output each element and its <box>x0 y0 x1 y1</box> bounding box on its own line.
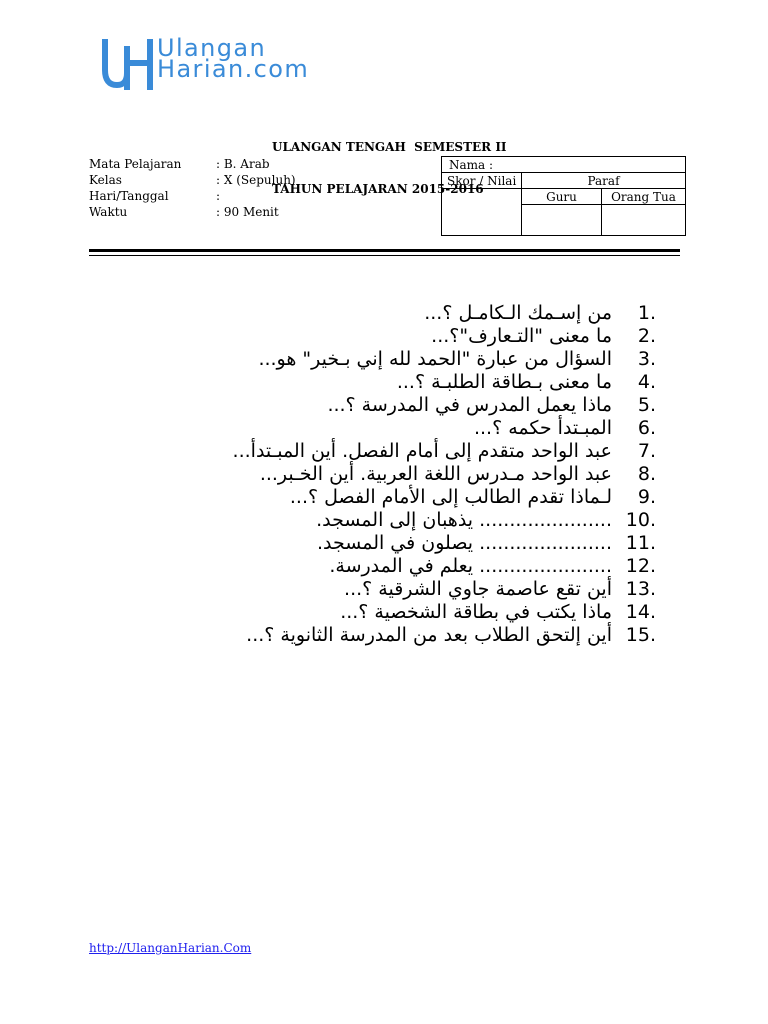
question-number: 11. <box>625 532 656 554</box>
question-item <box>96 578 656 601</box>
question-number: 1. <box>637 302 656 324</box>
score-box <box>441 156 686 236</box>
question-number: 4. <box>637 371 656 393</box>
question-number: 7. <box>637 440 656 462</box>
question-item <box>96 624 656 647</box>
header-divider-thin <box>89 255 680 256</box>
question-text: ...................... يعلم في المدرسة. <box>329 555 612 577</box>
exam-title-line: ULANGAN TENGAH SEMESTER II <box>272 140 507 154</box>
question-number: 8. <box>637 463 656 485</box>
question-number: 15. <box>625 624 656 646</box>
header-divider-thick <box>89 249 680 252</box>
question-item <box>96 325 656 348</box>
exam-year-line: TAHUN PELAJARAN 2015-2016 <box>272 182 484 196</box>
question-text: ماذا يكتب في بطاقة الشخصية ؟... <box>340 601 612 623</box>
orang-tua-label: Orang Tua <box>602 189 686 205</box>
question-text: لـماذا تقدم الطالب إلى الأمام الفصل ؟... <box>289 486 612 508</box>
question-text: ماذا يعمل المدرس في المدرسة ؟... <box>327 394 612 416</box>
question-item <box>96 371 656 394</box>
question-text: ما معنى بـطاقة الطلبـة ؟... <box>396 371 612 393</box>
info-label: Mata Pelajaran <box>89 157 182 171</box>
info-value: : 90 Menit <box>216 205 279 219</box>
exam-info <box>89 156 296 220</box>
question-item <box>96 486 656 509</box>
question-number: 13. <box>625 578 656 600</box>
question-item <box>96 394 656 417</box>
info-row-class <box>89 172 296 188</box>
question-text: من إسـمك الـكامـل ؟... <box>424 302 612 324</box>
question-item <box>96 555 656 578</box>
question-list <box>96 302 656 647</box>
orang-tua-signature-cell <box>602 205 686 236</box>
info-value: : B. Arab <box>216 157 270 171</box>
guru-label: Guru <box>522 189 602 205</box>
logo-line-2: Harian.com <box>157 55 310 83</box>
question-number: 6. <box>637 417 656 439</box>
info-row-date <box>89 188 296 204</box>
question-text: ...................... يذهبان إلى المسجد. <box>316 509 612 531</box>
uh-logo-icon <box>100 36 156 92</box>
score-value-cell <box>442 189 522 236</box>
info-label: Hari/Tanggal <box>89 189 169 203</box>
question-number: 2. <box>637 325 656 347</box>
info-value: : X (Sepuluh) <box>216 173 296 187</box>
score-label: Skor / Nilai <box>442 173 522 189</box>
info-label: Waktu <box>89 205 128 219</box>
question-text: أين تقع عاصمة جاوي الشرقية ؟... <box>344 578 612 600</box>
info-row-duration <box>89 204 296 220</box>
guru-signature-cell <box>522 205 602 236</box>
name-label: Nama : <box>449 157 494 172</box>
logo-line-1: Ulangan <box>157 34 267 62</box>
question-text: عبد الواحد مـدرس اللغة العربية. أين الخـبر... <box>259 463 612 485</box>
question-text: ما معنى "التـعارف"؟... <box>431 325 612 347</box>
footer-link[interactable]: http://UlanganHarian.Com <box>89 941 252 955</box>
name-cell <box>442 157 686 173</box>
question-number: 12. <box>625 555 656 577</box>
question-number: 5. <box>637 394 656 416</box>
question-item <box>96 440 656 463</box>
question-number: 3. <box>637 348 656 370</box>
question-number: 9. <box>637 486 656 508</box>
info-value: : <box>216 189 221 203</box>
question-item <box>96 532 656 555</box>
question-item <box>96 417 656 440</box>
logo-wordmark <box>157 34 310 83</box>
question-item <box>96 601 656 624</box>
question-text: السؤال من عبارة "الحمد لله إني بـخير" هو... <box>258 348 612 370</box>
question-number: 10. <box>625 509 656 531</box>
question-number: 14. <box>625 601 656 623</box>
question-item <box>96 463 656 486</box>
info-label: Kelas <box>89 173 122 187</box>
question-text: أين إلتحق الطلاب بعد من المدرسة الثانوية ؟... <box>246 624 612 646</box>
question-text: ...................... يصلون في المسجد. <box>316 532 612 554</box>
info-row-subject <box>89 156 296 172</box>
question-text: المبـتدأ حكمه ؟... <box>473 417 612 439</box>
question-item <box>96 302 656 325</box>
question-item <box>96 509 656 532</box>
question-text: عبد الواحد متقدم إلى أمام الفصل. أين المبـتدأ... <box>232 440 612 462</box>
site-logo <box>100 36 316 92</box>
paraf-label: Paraf <box>522 173 686 189</box>
question-item <box>96 348 656 371</box>
